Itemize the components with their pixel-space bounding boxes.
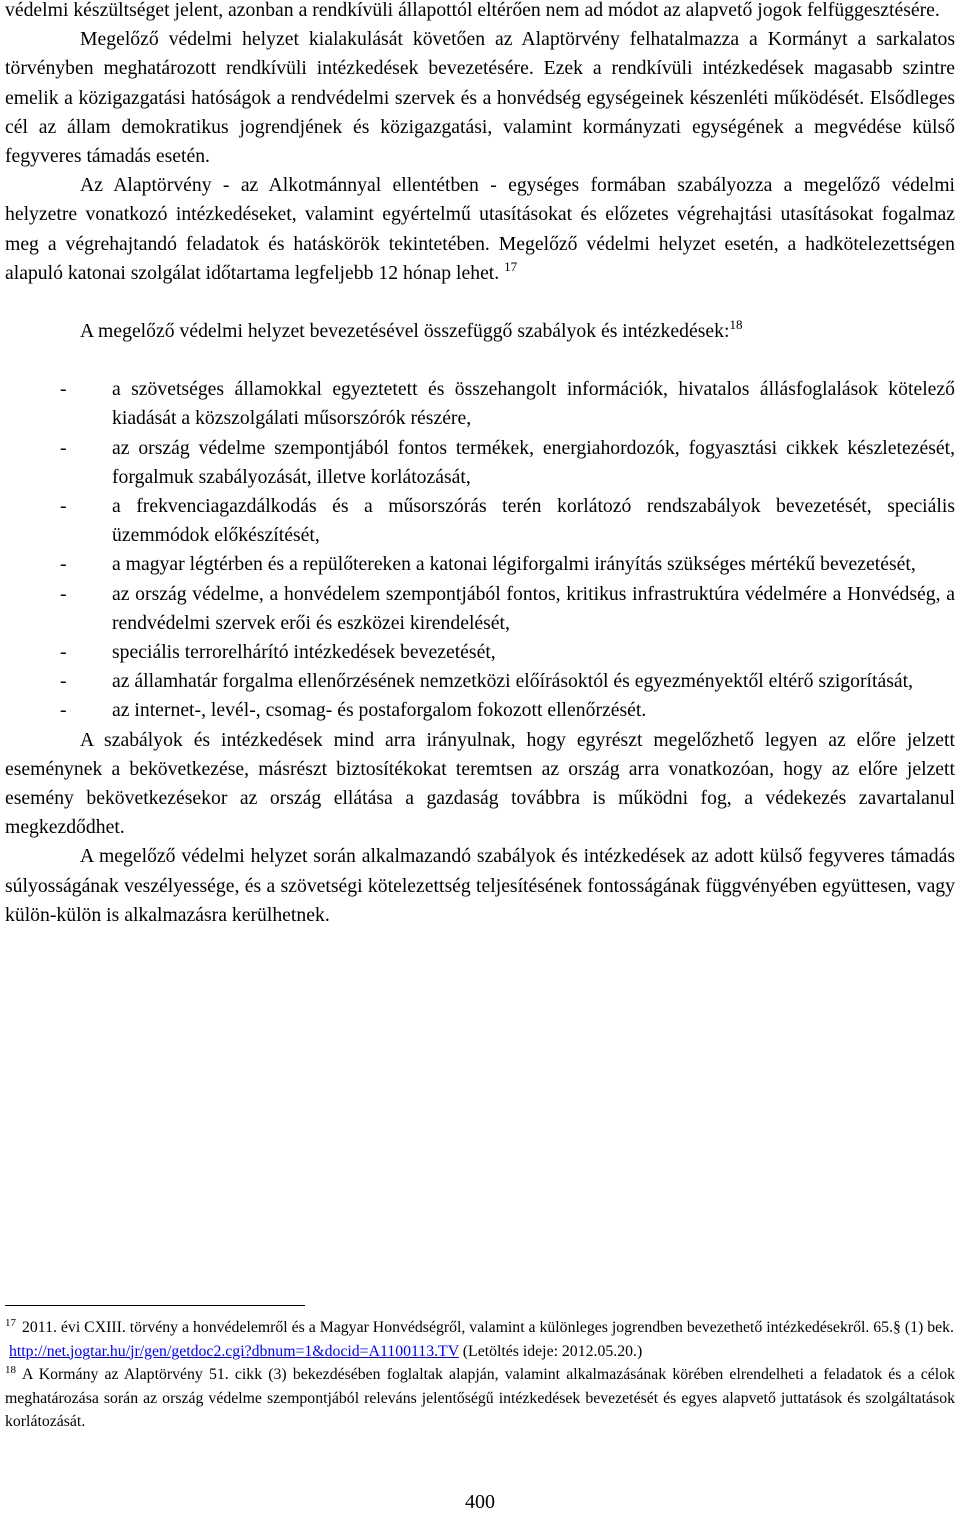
list-dash: - bbox=[60, 670, 67, 693]
list-item bbox=[5, 638, 955, 667]
footnote-18 bbox=[5, 1363, 955, 1434]
list-item bbox=[5, 667, 955, 696]
paragraph-preventive-defence: Megelőző védelmi helyzet kialakulását követően az Alaptörvény felhatalmazza a Kormányt a sarkalatos törvényben meghatározott rendkívüli intézkedések bevezetésére. Ezek a rendkívüli intézkedések magasabb szintre emelik a közigazgatási hatóságok a rendvédelmi szervek és a honvédség egységeinek készenléti működését. Elsődleges cél az állam demokratikus jogrendjének és közigazgatási, valamint kormányzati egységének a megvédése külső fegyveres támadás esetén. bbox=[5, 28, 955, 168]
measures-list bbox=[5, 375, 955, 725]
list-item-text: a frekvenciagazdálkodás és a műsorszórás terén korlátozó rendszabályok bevezetését, speciális üzemmódok előkészítését, bbox=[112, 495, 955, 547]
list-dash: - bbox=[60, 582, 67, 605]
paragraph-fundamental-law bbox=[5, 171, 955, 288]
footnotes bbox=[5, 1316, 955, 1434]
list-item bbox=[5, 375, 955, 433]
paragraph-continuation: védelmi készültséget jelent, azonban a rendkívüli állapottól eltérően nem ad módot az alapvető jogok felfüggesztésére. bbox=[5, 0, 940, 21]
footnote-ref-17[interactable]: 17 bbox=[504, 258, 518, 274]
list-item-text: speciális terrorelhárító intézkedések bevezetését, bbox=[112, 641, 496, 664]
list-item bbox=[5, 550, 955, 579]
list-item bbox=[5, 434, 955, 492]
list-dash: - bbox=[60, 553, 67, 576]
list-item-text: az internet-, levél-, csomag- és postaforgalom fokozott ellenőrzését. bbox=[112, 699, 647, 722]
list-item bbox=[5, 580, 955, 638]
list-dash: - bbox=[60, 378, 67, 401]
list-dash: - bbox=[60, 436, 67, 459]
spacer bbox=[5, 346, 955, 375]
footnote-ref-18[interactable]: 18 bbox=[729, 317, 743, 333]
section-heading bbox=[5, 317, 955, 346]
list-item-text: a szövetséges államokkal egyeztetett és összehangolt információk, hivatalos állásfoglalások kötelező kiadását a közszolgálati műsorszórók részére, bbox=[112, 378, 955, 430]
download-date: (Letöltés ideje: 2012.05.20.) bbox=[462, 1342, 643, 1360]
footnote-number: 17 bbox=[5, 1317, 16, 1329]
list-item-text: a magyar légtérben és a repülőtereken a katonai légiforgalmi irányítás szükséges mértékű bevezetését, bbox=[112, 553, 916, 576]
section-heading-text: A megelőző védelmi helyzet bevezetésével összefüggő szabályok és intézkedések: bbox=[80, 320, 730, 343]
spacer bbox=[5, 288, 955, 317]
paragraph-application: A megelőző védelmi helyzet során alkalmazandó szabályok és intézkedések az adott külső fegyveres támadás súlyosságának veszélyessége, és a szövetségi kötelezettség teljesítésének fontosságának függvényében együttesen, vagy külön-külön is alkalmazásra kerülhetnek. bbox=[5, 845, 955, 926]
list-dash: - bbox=[60, 699, 67, 722]
footnote-separator bbox=[5, 1305, 305, 1306]
list-dash: - bbox=[60, 495, 67, 518]
list-item bbox=[5, 492, 955, 550]
source-link[interactable]: http://net.jogtar.hu/jr/gen/getdoc2.cgi?dbnum=1&docid=A1100113.TV bbox=[9, 1342, 459, 1360]
list-item-text: az ország védelme szempontjából fontos termékek, energiahordozók, fogyasztási cikkek készletezését, forgalmuk szabályozását, illetve korlátozását, bbox=[112, 436, 955, 488]
list-item-text: az ország védelme, a honvédelem szempontjából fontos, kritikus infrastruktúra védelmére a Honvédség, a rendvédelmi szervek erői és eszközei kirendelését, bbox=[112, 582, 955, 634]
paragraph-purpose: A szabályok és intézkedések mind arra irányulnak, hogy egyrészt megelőzhető legyen az előre jelzett eseménynek a bekövetkezése, másrészt biztosítékokat teremtsen az ország arra vonatkozóan, hogy az előre jelzett esemény bekövetkezésekor az ország ellátása a gazdaság továbbra is működni fog, a védekezés zavartalanul megkezdődhet. bbox=[5, 728, 955, 839]
footnote-text: 2011. évi CXIII. törvény a honvédelemről és a Magyar Honvédségről, valamint a különleges jogrendben bevezethető intézkedésekről. 65.§ (1) bek. bbox=[22, 1319, 955, 1336]
footnote-17 bbox=[5, 1316, 955, 1340]
document-body bbox=[5, 0, 955, 930]
paragraph-fundamental-law-text: Az Alaptörvény - az Alkotmánnyal ellentétben - egységes formában szabályozza a megelőző védelmi helyzetre vonatkozó intézkedéseket, valamint egyértelmű utasításokat és előzetes végrehajtási utasításokat fogalmaz meg a végrehajtandó feladatok és hatáskörök tekintetében. Megelőző védelmi helyzet esetén, a hadkötelezettségen alapuló katonai szolgálat időtartama legfeljebb 12 hónap lehet. bbox=[5, 174, 955, 284]
footnote-number: 18 bbox=[5, 1364, 16, 1377]
page-number: 400 bbox=[465, 1491, 495, 1513]
footnote-text: A Kormány az Alaptörvény 51. cikk (3) bekezdésében foglaltak alapján, valamint alkalmazásának körében elrendelheti a feladatok és a célok meghatározása során az ország védelme szempontjából releváns jelentőségű intézkedések bevezetését és egyes alapvető juttatások és szolgáltatások korlátozását. bbox=[5, 1366, 955, 1431]
list-item-text: az államhatár forgalma ellenőrzésének nemzetközi előírásoktól és egyezményektől eltérő szigorítását, bbox=[112, 670, 914, 693]
list-item bbox=[5, 696, 955, 725]
footnote-17-source bbox=[5, 1340, 955, 1364]
list-dash: - bbox=[60, 641, 67, 664]
